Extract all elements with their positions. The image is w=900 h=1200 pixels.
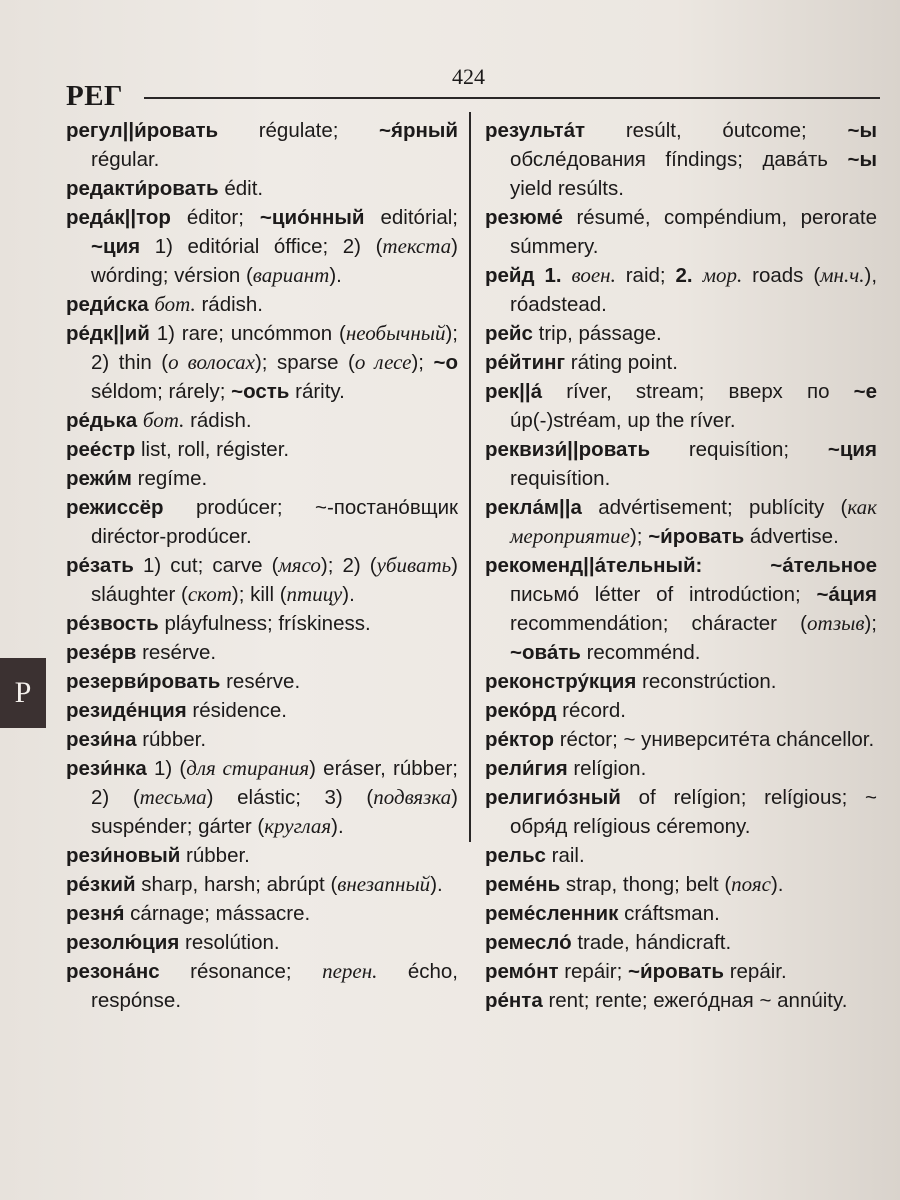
dictionary-entry [66,435,458,464]
headword: рейс [485,322,533,345]
definition-text: ). [331,815,344,838]
dictionary-entry [66,841,458,870]
bold-term: ~ция [91,235,141,258]
bold-term: ~ция [827,438,877,461]
definition-text: yield resúlts. [510,177,624,200]
running-head: РЕГ [66,80,124,112]
definition-text: regíme. [131,467,208,490]
headword: рекла́м||а [485,496,582,519]
definition-text: list, roll, régister. [135,438,290,461]
dictionary-entry [485,986,877,1015]
thumb-index-tab: Р [0,658,46,728]
italic-note: круглая [264,814,332,838]
headword: резиде́нция [66,699,187,722]
headword: резолю́ция [66,931,180,954]
headword: ре́ктор [485,728,554,751]
headword: реконстру́кция [485,670,637,693]
dictionary-entry [485,203,877,261]
definition-text: ráting point. [565,351,678,374]
definition-text: обсле́дования fíndings; дава́ть [510,148,848,171]
definition-text: ). [770,873,784,896]
dictionary-entry [485,348,877,377]
headword: режиссёр [66,496,164,519]
headword: редакти́ровать [66,177,219,200]
definition-text: ); kill ( [231,583,287,606]
headword: рельс [485,844,546,867]
italic-note: необычный [345,321,446,345]
headword: реквизи́||ровать [485,438,651,461]
dictionary-entry [485,928,877,957]
italic-note: внезапный [337,872,431,896]
italic-note: перен. [322,959,378,983]
definition-text: repáir. [724,960,787,983]
definition-text: requisítion; [650,438,828,461]
dictionary-entry [66,725,458,754]
dictionary-entry [485,899,877,928]
headword: регул||и́ровать [66,119,219,142]
headword: рек||а́ [485,380,543,403]
dictionary-entry [66,493,458,551]
italic-note: вариант [252,263,330,287]
column-divider [469,112,471,842]
italic-note: отзыв [807,611,865,635]
definition-text: ríver, stream; вверх по [542,380,854,403]
bold-term: ~и́ровать [628,960,724,983]
italic-note: бот. [142,408,185,432]
page-number: 424 [452,64,485,89]
definition-text: rail. [545,844,585,867]
definition-text: ). [342,583,355,606]
dictionary-entry [66,638,458,667]
headword: ре́нта [485,989,543,1012]
definition-text: trip, pássage. [532,322,662,345]
bold-term: 2. [675,264,693,287]
dictionary-entry [66,609,458,638]
bold-term: ~и́ровать [648,525,745,548]
definition-text: ); 2) thin ( [91,322,458,374]
definition-text: 1) rare; uncómmon ( [149,322,346,345]
definition-text: résonance; [159,960,323,983]
dictionary-entry [485,493,877,551]
headword: рези́новый [66,844,181,867]
dictionary-entry [485,870,877,899]
definition-text: régular. [91,148,160,171]
definition-text: récord. [556,699,626,722]
headword: результа́т [485,119,586,142]
definition-text: écho, respónse. [91,960,458,1012]
dictionary-entry [66,319,458,406]
headword: ремо́нт [485,960,559,983]
left-column [66,116,458,1015]
italic-note: подвязка [373,785,452,809]
definition-text: ádvertise. [744,525,839,548]
bold-term: ~ость [231,380,290,403]
definition-text: strap, thong; belt ( [560,873,732,896]
definition-text: ) wórding; vérsion ( [91,235,458,287]
definition-text: ), róadstead. [510,264,878,316]
headword: резня́ [66,902,125,925]
italic-note: о волосах [168,350,255,374]
dictionary-entry [66,290,458,319]
italic-note: для стирания [186,756,310,780]
headword: рекоменд||а́тельный: [485,554,703,577]
headword: рези́на [66,728,137,751]
definition-text: trade, hándicraft. [571,931,732,954]
definition-text: reconstrúction. [636,670,777,693]
definition-text: pláyfulness; frískiness. [158,612,371,635]
definition-text: resolútion. [179,931,280,954]
dictionary-entry [66,203,458,290]
definition-text: resúlt, óutcome; [585,119,848,142]
definition-text: résumé, compéndium, perorate súmmery. [510,206,877,258]
dictionary-entry [485,957,877,986]
definition-text: rúbber. [136,728,207,751]
italic-note: о лесе [354,350,412,374]
dictionary-entry [66,754,458,841]
dictionary-entry [66,464,458,493]
definition-text: úp(-)stréam, up the ríver. [510,409,736,432]
definition-text: prodúcer; ~-постано́вщик diréctor-prodúcer. [91,496,458,548]
definition-text: advértisement; publícity ( [581,496,848,519]
definition-text: ); [864,612,877,635]
dictionary-entry [66,696,458,725]
definition-text: ); sparse ( [254,351,355,374]
headword: рели́гия [485,757,568,780]
dictionary-entry [66,174,458,203]
headword: реко́рд [485,699,557,722]
headword: ре́звость [66,612,159,635]
dictionary-entry [66,899,458,928]
headword: резона́нс [66,960,160,983]
definition-text [535,264,545,287]
definition-text: ); 2) ( [320,554,377,577]
italic-note: убивать [376,553,452,577]
definition-text: ); [629,525,649,548]
definition-text: régulate; [218,119,380,142]
bold-term: ~ы [847,148,877,171]
definition-text: sharp, harsh; abrúpt ( [135,873,338,896]
dictionary-entry [485,116,877,203]
headword: ре́зкий [66,873,136,896]
dictionary-entry [485,319,877,348]
headword: ре́зать [66,554,134,577]
definition-text: relígion. [567,757,647,780]
definition-text: ) suspénder; gárter ( [91,786,458,838]
headword: реди́ска [66,293,149,316]
definition-text [562,264,572,287]
dictionary-entry [485,261,877,319]
dictionary-entry [66,870,458,899]
dictionary-entry [485,696,877,725]
definition-text: rádish. [184,409,252,432]
headword: ремесло́ [485,931,572,954]
definition-text: of relígion; relígious; ~ обря́д relígious céremony. [510,786,877,838]
definition-text: ). [329,264,342,287]
bold-term: ~я́рный [379,119,458,142]
headword: ре́дька [66,409,138,432]
bold-term: 1. [544,264,562,287]
definition-text: ); [411,351,434,374]
definition-text: ) sláughter ( [91,554,458,606]
definition-text: resérve. [220,670,301,693]
header-rule [144,97,880,99]
dictionary-entry [485,754,877,783]
headword: резе́рв [66,641,137,664]
italic-note: бот. [154,292,196,316]
italic-note: тесьма [139,785,207,809]
headword: реме́сленник [485,902,619,925]
dictionary-entry [485,841,877,870]
italic-note: мясо [278,553,321,577]
italic-note: мн.ч. [820,263,865,287]
italic-note: пояс [731,872,771,896]
dictionary-entry [485,667,877,696]
headword: рези́нка [66,757,147,780]
definition-text: résidence. [186,699,287,722]
dictionary-entry [485,435,877,493]
dictionary-entry [66,928,458,957]
bold-term: ~ы [847,119,877,142]
bold-term: ~ова́ть [510,641,581,664]
definition-text: éditor; [170,206,260,229]
definition-text: recomménd. [580,641,701,664]
headword: резерви́ровать [66,670,221,693]
definition-text: recommendátion; cháracter ( [510,612,808,635]
headword: рее́стр [66,438,136,461]
definition-text: 1) cut; carve ( [133,554,279,577]
headword: ре́дк||ий [66,322,150,345]
definition-text: rúbber. [180,844,250,867]
definition-text: raid; [615,264,676,287]
definition-text: письмо́ létter of introdúction; [510,583,817,606]
right-column [485,116,877,1015]
definition-text: ). [430,873,443,896]
italic-note: птицу [286,582,343,606]
definition-text: séldom; rárely; [91,380,232,403]
headword: резюме́ [485,206,563,229]
bold-term: ~а́ция [816,583,877,606]
dictionary-entry [66,406,458,435]
italic-note: текста [382,234,452,258]
headword: реда́к||тор [66,206,171,229]
dictionary-entry [66,551,458,609]
bold-term: ~а́тельное [770,554,877,577]
headword: режи́м [66,467,132,490]
definition-text: rádish. [195,293,264,316]
headword: ре́йтинг [485,351,566,374]
definition-text: 1) ( [146,757,187,780]
italic-note: мор. [702,263,743,287]
italic-note: как мероприятие [510,495,877,548]
definition-text: ) eráser, rúbber; 2) ( [91,757,458,809]
headword: реме́нь [485,873,561,896]
bold-term: ~цио́нный [259,206,365,229]
dictionary-entry [485,783,877,841]
dictionary-entry [66,667,458,696]
dictionary-entry [485,725,877,754]
dictionary-entry [485,551,877,667]
definition-text [702,554,770,577]
definition-text: roads ( [742,264,821,287]
definition-text: édit. [218,177,264,200]
definition-text: rent; rente; ежего́дная ~ annúity. [542,989,848,1012]
italic-note: скот [187,582,232,606]
dictionary-entry [66,957,458,1015]
definition-text: ) elástic; 3) ( [206,786,374,809]
headword: рейд [485,264,535,287]
definition-text: requisítion. [510,467,611,490]
bold-term: ~о [433,351,458,374]
definition-text: resérve. [136,641,217,664]
dictionary-entry [485,377,877,435]
italic-note: воен. [571,263,616,287]
definition-text: rárity. [289,380,345,403]
headword: религио́зный [485,786,621,809]
dictionary-entry [66,116,458,174]
definition-text: 1) editórial óffice; 2) ( [140,235,383,258]
definition-text [693,264,703,287]
bold-term: ~е [853,380,877,403]
definition-text: editórial; [364,206,458,229]
definition-text: cárnage; mássacre. [124,902,311,925]
definition-text: cráftsman. [618,902,720,925]
definition-text: réctor; ~ университе́та cháncellor. [554,728,875,751]
definition-text: repáir; [558,960,628,983]
